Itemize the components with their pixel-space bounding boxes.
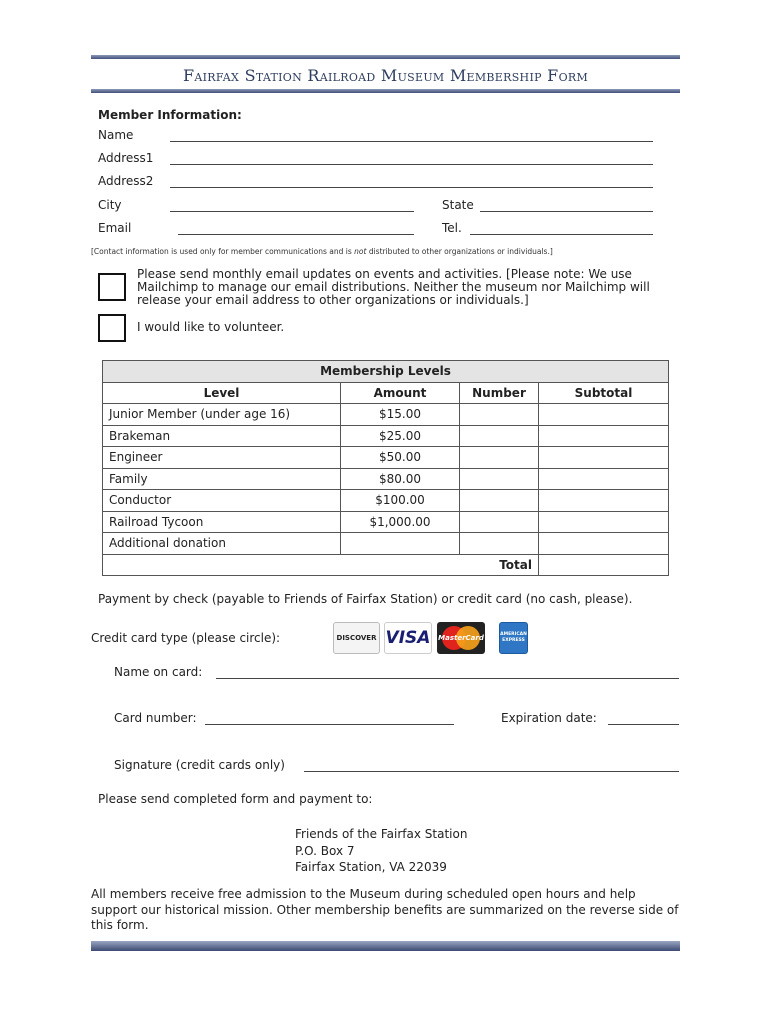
amount-cell[interactable] bbox=[341, 533, 460, 555]
col-number: Number bbox=[460, 382, 539, 404]
col-amount: Amount bbox=[341, 382, 460, 404]
top-rule bbox=[91, 55, 680, 59]
signature-field[interactable] bbox=[304, 771, 679, 772]
expiration-field[interactable] bbox=[608, 724, 679, 725]
address1-field[interactable] bbox=[170, 164, 653, 165]
name-label: Name bbox=[98, 128, 134, 142]
amount-cell: $15.00 bbox=[341, 404, 460, 426]
number-cell[interactable] bbox=[460, 468, 539, 490]
card-number-label: Card number: bbox=[114, 711, 197, 725]
payment-intro: Payment by check (payable to Friends of Fairfax Station) or credit card (no cash, please). bbox=[98, 592, 633, 606]
subtotal-cell[interactable] bbox=[539, 468, 669, 490]
amount-cell: $1,000.00 bbox=[341, 511, 460, 533]
address-line: P.O. Box 7 bbox=[295, 843, 355, 858]
table-row bbox=[103, 490, 669, 512]
email-updates-label: Please send monthly email updates on events and activities. [Please note: We use Mailchimp to manage our email distributions. Neither the museum nor Mailchimp will release your email address to other organizations or individuals.] bbox=[137, 267, 650, 307]
email-label: Email bbox=[98, 221, 132, 235]
expiration-label: Expiration date: bbox=[501, 711, 597, 725]
amount-cell: $50.00 bbox=[341, 447, 460, 469]
level-cell: Brakeman bbox=[103, 425, 341, 447]
name-on-card-label: Name on card: bbox=[114, 665, 203, 679]
address-line: Fairfax Station, VA 22039 bbox=[295, 860, 447, 874]
table-row bbox=[103, 468, 669, 490]
mastercard-card-icon[interactable]: MasterCard bbox=[437, 622, 485, 654]
state-label: State bbox=[442, 198, 474, 212]
table-row bbox=[103, 447, 669, 469]
tel-label: Tel. bbox=[442, 221, 462, 235]
amount-cell: $25.00 bbox=[341, 425, 460, 447]
level-cell: Conductor bbox=[103, 490, 341, 512]
amount-cell: $80.00 bbox=[341, 468, 460, 490]
subtotal-cell[interactable] bbox=[539, 447, 669, 469]
level-cell: Railroad Tycoon bbox=[103, 511, 341, 533]
amount-cell: $100.00 bbox=[341, 490, 460, 512]
total-label: Total bbox=[103, 554, 539, 576]
number-cell[interactable] bbox=[460, 490, 539, 512]
address-line: Friends of the Fairfax Station bbox=[295, 827, 468, 841]
volunteer-label: I would like to volunteer. bbox=[137, 320, 285, 334]
table-row bbox=[103, 533, 669, 555]
subtotal-cell[interactable] bbox=[539, 490, 669, 512]
signature-label: Signature (credit cards only) bbox=[114, 758, 285, 772]
city-label: City bbox=[98, 198, 122, 212]
subtotal-cell[interactable] bbox=[539, 533, 669, 555]
table-title: Membership Levels bbox=[103, 361, 669, 383]
level-cell: Family bbox=[103, 468, 341, 490]
table-row bbox=[103, 511, 669, 533]
total-row bbox=[103, 554, 669, 576]
send-to-label: Please send completed form and payment to: bbox=[98, 792, 373, 806]
address2-label: Address2 bbox=[98, 174, 154, 188]
level-cell: Junior Member (under age 16) bbox=[103, 404, 341, 426]
col-subtotal: Subtotal bbox=[539, 382, 669, 404]
name-on-card-field[interactable] bbox=[216, 678, 679, 679]
subtotal-cell[interactable] bbox=[539, 425, 669, 447]
city-field[interactable] bbox=[170, 211, 414, 212]
volunteer-checkbox[interactable] bbox=[98, 314, 126, 342]
page-title: Fairfax Station Railroad Museum Membership Form bbox=[182, 66, 589, 85]
total-cell[interactable] bbox=[539, 554, 669, 576]
number-cell[interactable] bbox=[460, 511, 539, 533]
card-type-label: Credit card type (please circle): bbox=[91, 631, 281, 645]
mailing-address bbox=[295, 826, 467, 876]
number-cell[interactable] bbox=[460, 533, 539, 555]
name-field[interactable] bbox=[170, 141, 653, 142]
table-row bbox=[103, 425, 669, 447]
subtotal-cell[interactable] bbox=[539, 511, 669, 533]
member-info-heading: Member Information: bbox=[98, 108, 242, 122]
visa-card-icon[interactable]: VISA bbox=[384, 622, 432, 654]
title-rule bbox=[91, 89, 680, 93]
membership-levels-table bbox=[102, 360, 669, 576]
amex-card-icon[interactable]: AMERICAN EXPRESS bbox=[499, 622, 528, 654]
level-cell: Engineer bbox=[103, 447, 341, 469]
card-number-field[interactable] bbox=[205, 724, 454, 725]
contact-note: [Contact information is used only for member communications and is not distributed to other organizations or individuals.] bbox=[91, 247, 553, 256]
address1-label: Address1 bbox=[98, 151, 154, 165]
tel-field[interactable] bbox=[470, 234, 653, 235]
footer-note: All members receive free admission to the Museum during scheduled open hours and help support our historical mission. Other membership benefits are summarized on the reverse side of this form. bbox=[91, 887, 679, 932]
table-row bbox=[103, 404, 669, 426]
number-cell[interactable] bbox=[460, 404, 539, 426]
subtotal-cell[interactable] bbox=[539, 404, 669, 426]
discover-card-icon[interactable]: DISCOVER bbox=[333, 622, 380, 654]
number-cell[interactable] bbox=[460, 425, 539, 447]
bottom-rule bbox=[91, 941, 680, 951]
address2-field[interactable] bbox=[170, 187, 653, 188]
email-field[interactable] bbox=[178, 234, 414, 235]
card-logos bbox=[333, 622, 533, 656]
email-updates-checkbox[interactable] bbox=[98, 273, 126, 301]
col-level: Level bbox=[103, 382, 341, 404]
state-field[interactable] bbox=[480, 211, 653, 212]
number-cell[interactable] bbox=[460, 447, 539, 469]
level-cell: Additional donation bbox=[103, 533, 341, 555]
